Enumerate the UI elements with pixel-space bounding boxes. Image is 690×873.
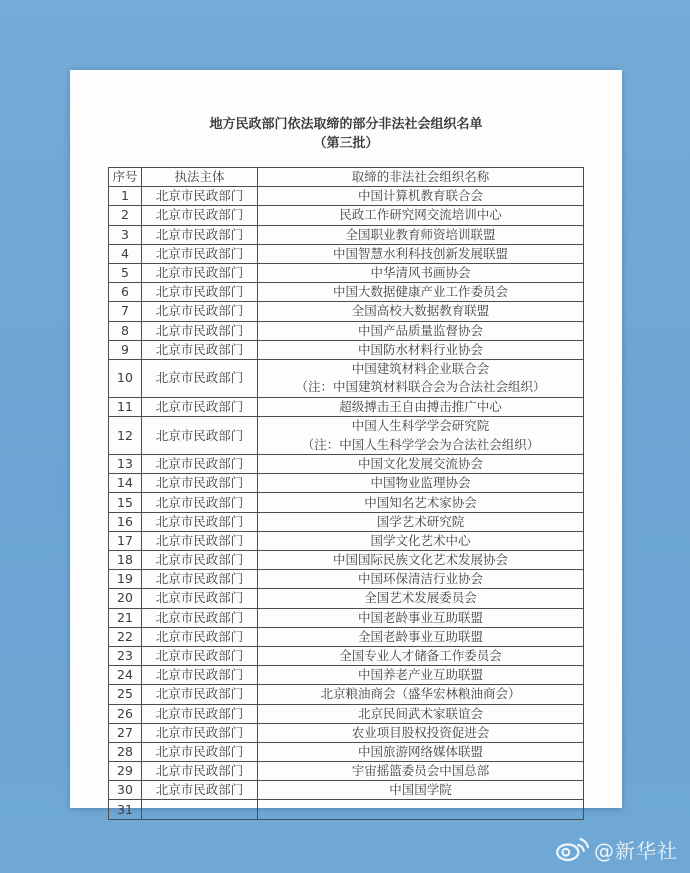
organization-note: （注：中国建筑材料联合会为合法社会组织） <box>295 379 546 395</box>
row-number-cell: 20 <box>109 589 142 608</box>
organization-note: （注：中国人生科学学会为合法社会组织） <box>301 436 540 452</box>
organization-name: 中国建筑材料企业联合会 <box>351 360 490 376</box>
table-row <box>109 627 584 646</box>
authority-cell: 北京市民政部门 <box>142 263 258 282</box>
row-number-cell: 1 <box>109 187 142 206</box>
watermark <box>555 833 678 866</box>
organization-name-cell: 中国计算机教育联合会 <box>258 187 584 206</box>
row-number-cell: 4 <box>109 244 142 263</box>
row-number-cell: 29 <box>109 762 142 781</box>
table-row <box>109 551 584 570</box>
row-number-cell: 10 <box>109 359 142 397</box>
table-row <box>109 646 584 665</box>
organization-name-cell: 全国艺术发展委员会 <box>258 589 584 608</box>
organization-name-cell: 国学艺术研究院 <box>258 512 584 531</box>
authority-cell: 北京市民政部门 <box>142 627 258 646</box>
organization-name-cell: 中国防水材料行业协会 <box>258 340 584 359</box>
organization-name-cell: 中国环保清洁行业协会 <box>258 570 584 589</box>
row-number-cell: 15 <box>109 493 142 512</box>
row-number-cell: 19 <box>109 570 142 589</box>
column-header-1: 执法主体 <box>142 168 258 187</box>
authority-cell: 北京市民政部门 <box>142 417 258 455</box>
row-number-cell: 17 <box>109 531 142 550</box>
table-row <box>109 666 584 685</box>
table-row <box>109 263 584 282</box>
organization-name-cell: 中国养老产业互助联盟 <box>258 666 584 685</box>
row-number-cell: 9 <box>109 340 142 359</box>
row-number-cell: 13 <box>109 455 142 474</box>
column-header-2: 取缔的非法社会组织名称 <box>258 168 584 187</box>
table-row <box>109 493 584 512</box>
authority-cell: 北京市民政部门 <box>142 589 258 608</box>
table-row <box>109 704 584 723</box>
organization-name-cell: 国学文化艺术中心 <box>258 531 584 550</box>
organization-name-cell: 中国旅游网络媒体联盟 <box>258 742 584 761</box>
table-row <box>109 397 584 416</box>
organization-name-cell: 中国物业监理协会 <box>258 474 584 493</box>
organization-name-cell: 全国老龄事业互助联盟 <box>258 627 584 646</box>
authority-cell: 北京市民政部门 <box>142 206 258 225</box>
organization-name-cell: 全国高校大数据教育联盟 <box>258 302 584 321</box>
authority-cell: 北京市民政部门 <box>142 723 258 742</box>
authority-cell: 北京市民政部门 <box>142 283 258 302</box>
document-title: 地方民政部门依法取缔的部分非法社会组织名单 <box>209 117 483 132</box>
authority-cell: 北京市民政部门 <box>142 340 258 359</box>
table-row <box>109 589 584 608</box>
row-number-cell: 7 <box>109 302 142 321</box>
authority-cell: 北京市民政部门 <box>142 187 258 206</box>
organization-name-cell <box>258 417 584 455</box>
table-row <box>109 512 584 531</box>
row-number-cell: 6 <box>109 283 142 302</box>
table-row <box>109 781 584 800</box>
banned-organizations-table <box>108 167 584 820</box>
table-row <box>109 187 584 206</box>
authority-cell: 北京市民政部门 <box>142 397 258 416</box>
table-row <box>109 723 584 742</box>
table-row <box>109 531 584 550</box>
authority-cell: 北京市民政部门 <box>142 244 258 263</box>
row-number-cell: 21 <box>109 608 142 627</box>
watermark-handle: @新华社 <box>594 839 678 863</box>
authority-cell <box>142 800 258 819</box>
authority-cell: 北京市民政部门 <box>142 321 258 340</box>
table-row <box>109 244 584 263</box>
organization-name-cell: 北京民间武术家联谊会 <box>258 704 584 723</box>
authority-cell: 北京市民政部门 <box>142 531 258 550</box>
table-row <box>109 283 584 302</box>
weibo-icon <box>555 833 589 866</box>
row-number-cell: 16 <box>109 512 142 531</box>
organization-name-cell: 农业项目股权投资促进会 <box>258 723 584 742</box>
organization-name-cell: 中国老龄事业互助联盟 <box>258 608 584 627</box>
table-row-clipped <box>109 800 584 819</box>
table-row <box>109 302 584 321</box>
authority-cell: 北京市民政部门 <box>142 455 258 474</box>
table-row <box>109 608 584 627</box>
organization-name-cell: 宇宙摇篮委员会中国总部 <box>258 762 584 781</box>
row-number-cell: 11 <box>109 397 142 416</box>
organization-name-cell: 民政工作研究网交流培训中心 <box>258 206 584 225</box>
table-row <box>109 417 584 455</box>
row-number-cell: 3 <box>109 225 142 244</box>
organization-name-cell: 超级搏击王自由搏击推广中心 <box>258 397 584 416</box>
organization-name: 中国人生科学学会研究院 <box>351 418 490 434</box>
authority-cell: 北京市民政部门 <box>142 666 258 685</box>
organization-name-cell: 中国智慧水利科技创新发展联盟 <box>258 244 584 263</box>
authority-cell: 北京市民政部门 <box>142 608 258 627</box>
organization-name-cell: 中国国际民族文化艺术发展协会 <box>258 551 584 570</box>
table-row <box>109 359 584 397</box>
authority-cell: 北京市民政部门 <box>142 685 258 704</box>
row-number-cell: 18 <box>109 551 142 570</box>
table-row <box>109 474 584 493</box>
table-row <box>109 762 584 781</box>
table-row <box>109 685 584 704</box>
row-number-cell: 22 <box>109 627 142 646</box>
authority-cell: 北京市民政部门 <box>142 762 258 781</box>
row-number-cell: 27 <box>109 723 142 742</box>
organization-name-cell: 中国大数据健康产业工作委员会 <box>258 283 584 302</box>
authority-cell: 北京市民政部门 <box>142 781 258 800</box>
column-header-0: 序号 <box>109 168 142 187</box>
organization-name-cell: 北京粮油商会（盛华宏林粮油商会） <box>258 685 584 704</box>
table-row <box>109 455 584 474</box>
row-number-cell: 30 <box>109 781 142 800</box>
organization-name-cell: 中国国学院 <box>258 781 584 800</box>
row-number-cell: 12 <box>109 417 142 455</box>
organization-name-cell: 全国职业教育师资培训联盟 <box>258 225 584 244</box>
row-number-cell: 14 <box>109 474 142 493</box>
row-number-cell: 24 <box>109 666 142 685</box>
authority-cell: 北京市民政部门 <box>142 474 258 493</box>
table-row <box>109 742 584 761</box>
organization-name-cell: 中国文化发展交流协会 <box>258 455 584 474</box>
authority-cell: 北京市民政部门 <box>142 704 258 723</box>
row-number-cell: 26 <box>109 704 142 723</box>
authority-cell: 北京市民政部门 <box>142 493 258 512</box>
row-number-cell: 28 <box>109 742 142 761</box>
authority-cell: 北京市民政部门 <box>142 512 258 531</box>
table-header-row <box>109 168 584 187</box>
organization-name-cell: 中国知名艺术家协会 <box>258 493 584 512</box>
row-number-cell: 8 <box>109 321 142 340</box>
row-number-cell: 23 <box>109 646 142 665</box>
authority-cell: 北京市民政部门 <box>142 570 258 589</box>
document-page <box>70 70 622 817</box>
organization-name-cell: 中华清风书画协会 <box>258 263 584 282</box>
authority-cell: 北京市民政部门 <box>142 359 258 397</box>
organization-name-cell <box>258 359 584 397</box>
authority-cell: 北京市民政部门 <box>142 302 258 321</box>
authority-cell: 北京市民政部门 <box>142 646 258 665</box>
table-row <box>109 225 584 244</box>
organization-name-cell: 中国产品质量监督协会 <box>258 321 584 340</box>
table-row <box>109 340 584 359</box>
organization-name-cell <box>258 800 584 819</box>
table-row <box>109 321 584 340</box>
row-number-cell: 25 <box>109 685 142 704</box>
authority-cell: 北京市民政部门 <box>142 742 258 761</box>
row-number-cell: 5 <box>109 263 142 282</box>
table-row <box>109 570 584 589</box>
authority-cell: 北京市民政部门 <box>142 551 258 570</box>
document-subtitle: （第三批） <box>313 136 379 151</box>
organization-name-cell: 全国专业人才储备工作委员会 <box>258 646 584 665</box>
table-row <box>109 206 584 225</box>
row-number-cell: 2 <box>109 206 142 225</box>
row-number-cell: 31 <box>109 800 142 819</box>
authority-cell: 北京市民政部门 <box>142 225 258 244</box>
